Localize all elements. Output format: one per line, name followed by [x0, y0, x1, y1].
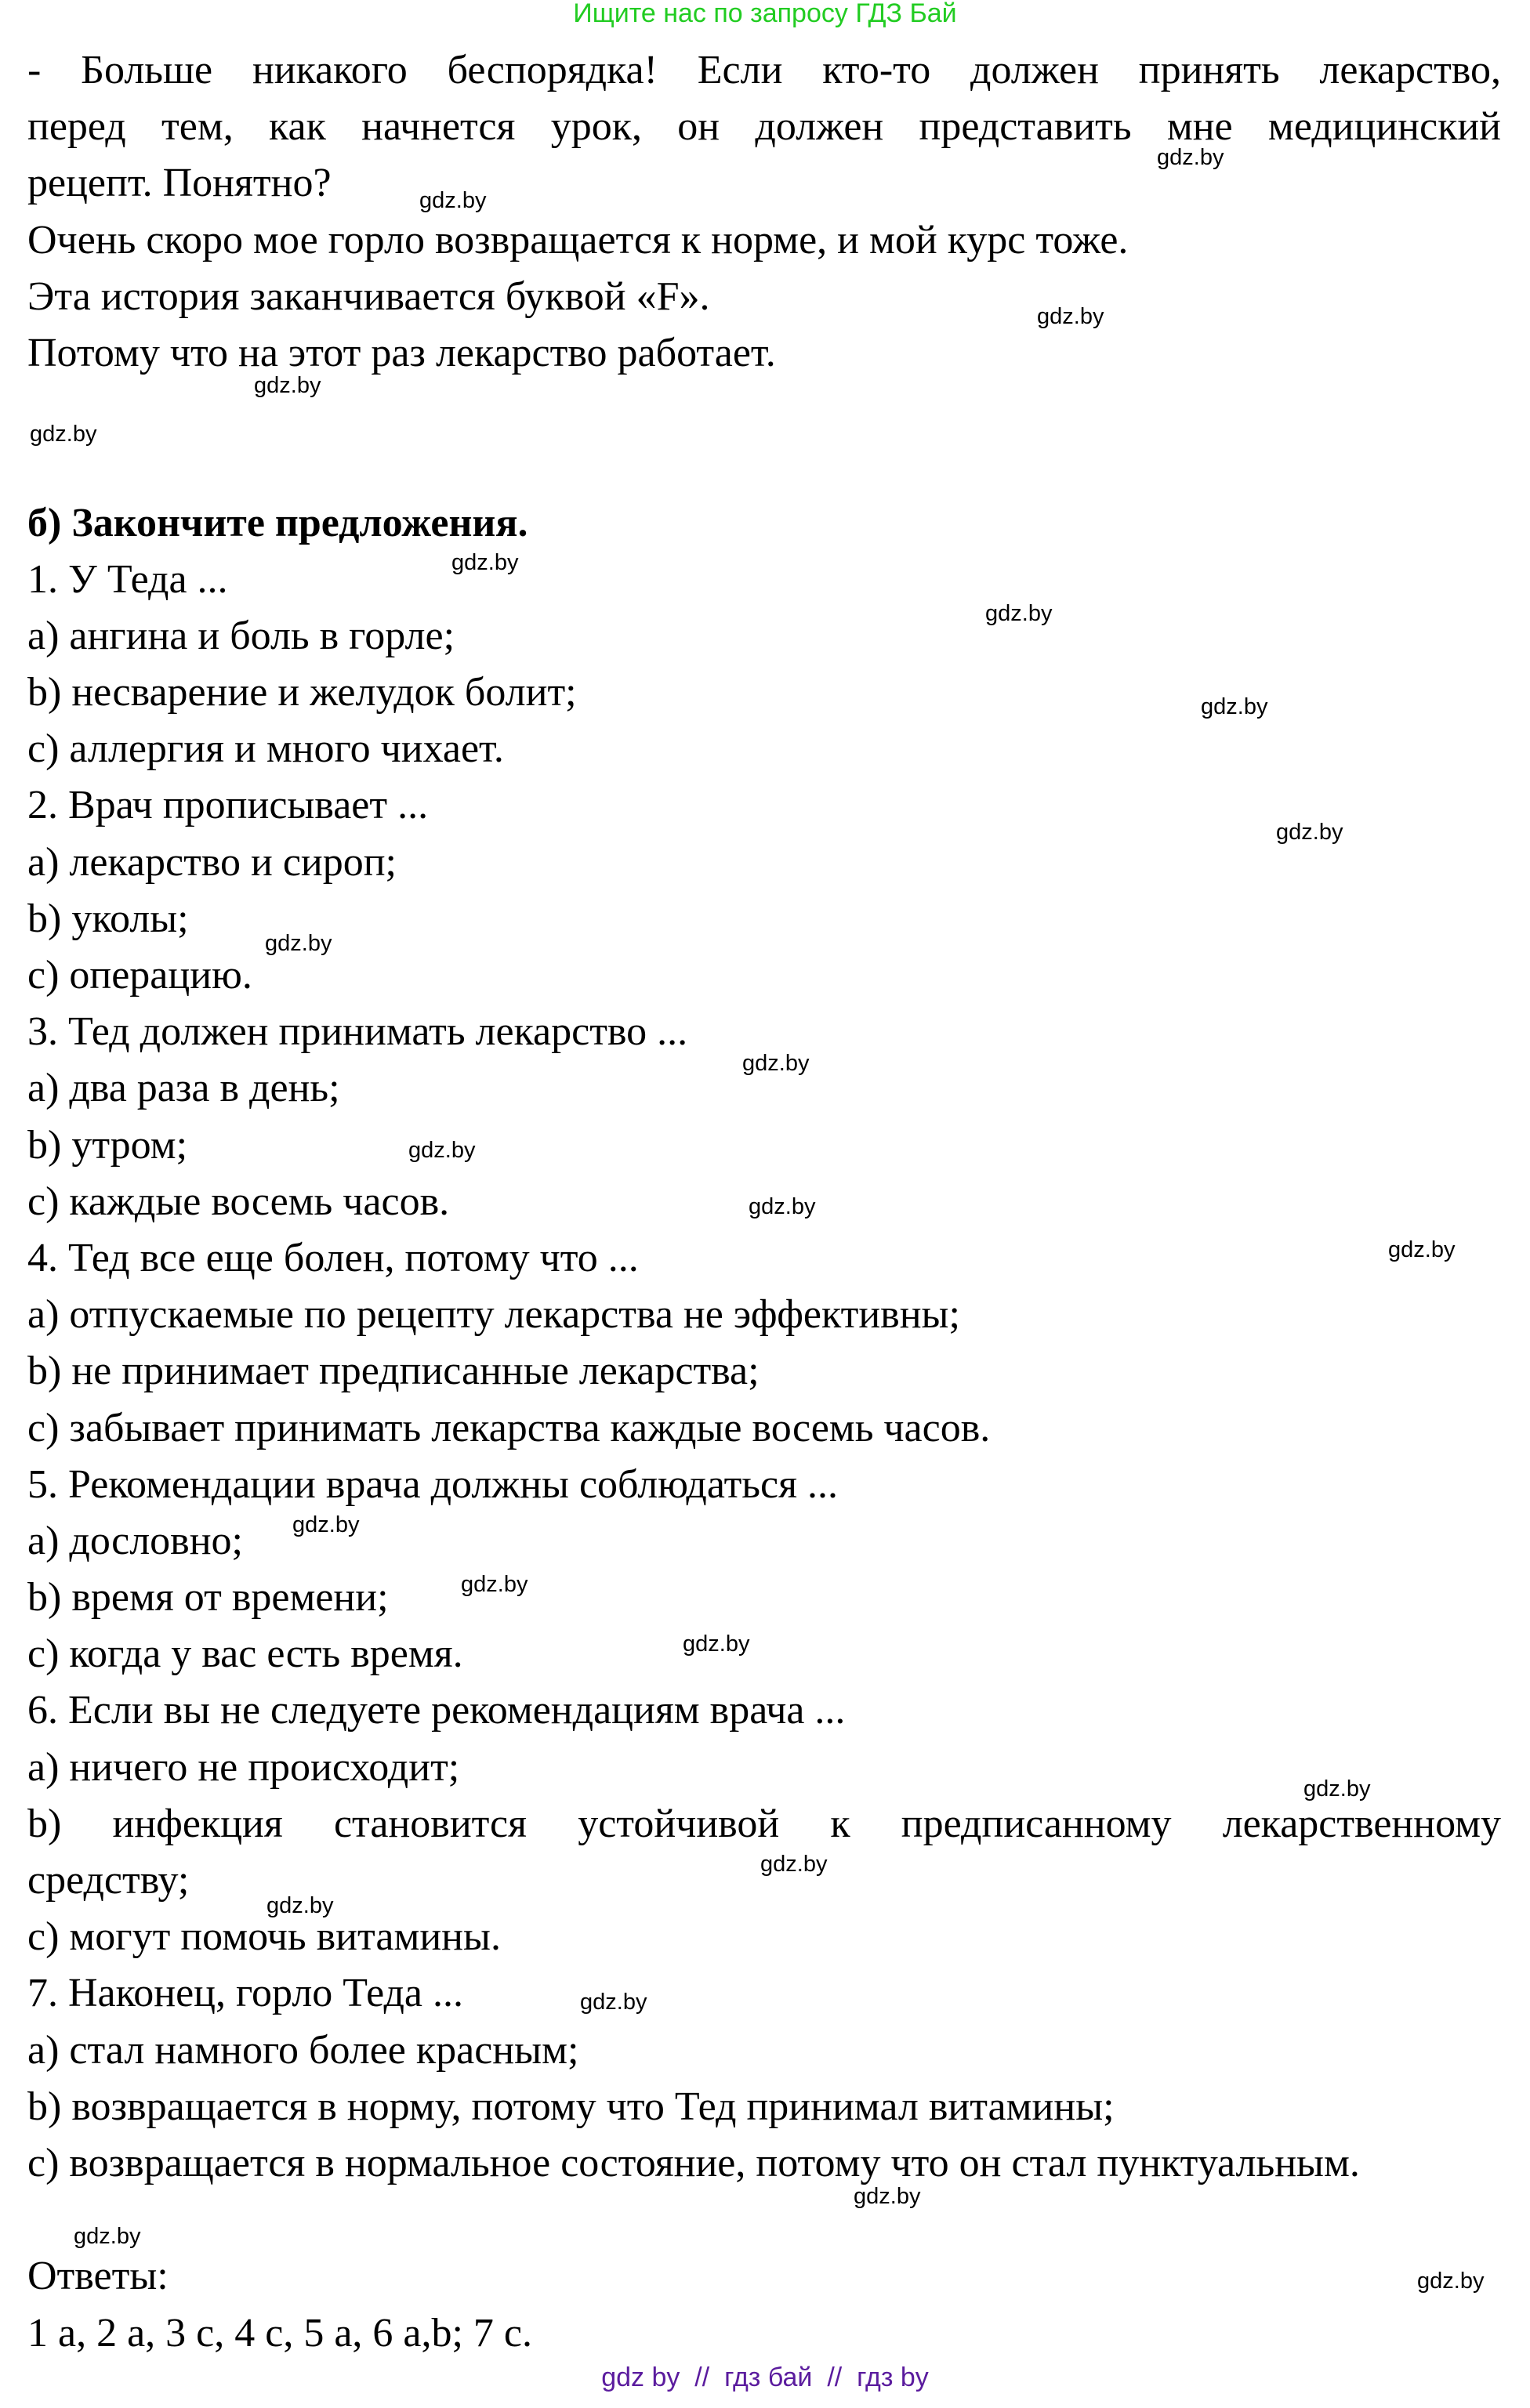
watermark: gdz.by — [854, 2184, 921, 2209]
question: 7. Наконец, горло Теда ... — [27, 1971, 464, 2016]
story-line: перед тем, как начнется урок, он должен представить мне медицинский — [27, 104, 1501, 150]
option-continuation: средству; — [27, 1858, 190, 1903]
story-line: - Больше никакого беспорядка! Если кто-то должен принять лекарство, — [27, 48, 1501, 92]
option: b) несварение и желудок болит; — [27, 670, 577, 715]
option: c) когда у вас есть время. — [27, 1631, 463, 1677]
option: b) не принимает предписанные лекарства; — [27, 1349, 760, 1394]
question: 4. Тед все еще болен, потому что ... — [27, 1235, 639, 1280]
watermark: gdz.by — [1276, 820, 1343, 845]
watermark: gdz.by — [419, 188, 487, 213]
watermark: gdz.by — [74, 2224, 141, 2249]
question: 6. Если вы не следуете рекомендациям врача ... — [27, 1688, 846, 1733]
option: c) каждые восемь часов. — [27, 1179, 450, 1224]
watermark: gdz.by — [1201, 694, 1268, 719]
search-banner: Ищите нас по запросу ГДЗ Бай — [573, 0, 957, 28]
watermark: gdz.by — [265, 931, 332, 956]
watermark: gdz.by — [580, 1990, 647, 2015]
option: c) операцию. — [27, 953, 252, 998]
watermark: gdz.by — [1037, 304, 1104, 329]
watermark: gdz.by — [30, 422, 97, 447]
option: a) два раза в день; — [27, 1066, 340, 1111]
watermark: gdz.by — [985, 601, 1053, 626]
watermark: gdz.by — [266, 1893, 334, 1918]
option: b) утром; — [27, 1122, 188, 1168]
option: a) ангина и боль в горле; — [27, 613, 455, 658]
option: b) инфекция становится устойчивой к предписанному лекарственному — [27, 1801, 1501, 1846]
option: a) отпускаемые по рецепту лекарства не эффективны; — [27, 1292, 960, 1338]
watermark: gdz.by — [408, 1138, 476, 1163]
watermark: gdz.by — [461, 1572, 528, 1597]
story-line: Очень скоро мое горло возвращается к норме, и мой курс тоже. — [27, 217, 1129, 263]
watermark: gdz.by — [1157, 145, 1224, 170]
answers: 1 a, 2 a, 3 c, 4 c, 5 a, 6 a,b; 7 c. — [27, 2310, 533, 2355]
watermark: gdz.by — [254, 373, 321, 398]
story-line: Потому что на этот раз лекарство работает. — [27, 330, 776, 375]
watermark: gdz.by — [760, 1852, 828, 1877]
option: b) возвращается в норму, потому что Тед принимал витамины; — [27, 2084, 1115, 2129]
option: b) время от времени; — [27, 1575, 389, 1620]
watermark: gdz.by — [1417, 2269, 1485, 2294]
watermark: gdz.by — [451, 550, 519, 575]
watermark: gdz.by — [683, 1631, 750, 1657]
option: c) аллергия и много чихает. — [27, 726, 504, 772]
watermark: gdz.by — [1388, 1237, 1456, 1262]
option: b) уколы; — [27, 896, 189, 941]
option: c) забывает принимать лекарства каждые восемь часов. — [27, 1405, 991, 1450]
watermark: gdz.by — [749, 1194, 816, 1219]
watermark: gdz.by — [742, 1051, 810, 1076]
story-line: Эта история заканчивается буквой «F». — [27, 273, 710, 319]
question: 1. У Теда ... — [27, 556, 228, 602]
question: 5. Рекомендации врача должны соблюдаться ... — [27, 1461, 839, 1507]
watermark: gdz.by — [292, 1512, 360, 1537]
option: c) могут помочь витамины. — [27, 1914, 501, 1960]
answers-label: Ответы: — [27, 2254, 169, 2299]
question: 2. Врач прописывает ... — [27, 783, 429, 828]
watermark: gdz.by — [1303, 1776, 1371, 1801]
option: a) лекарство и сироп; — [27, 839, 397, 885]
footer-banner: gdz by // гдз бай // гдз by — [601, 2363, 929, 2392]
option: a) дословно; — [27, 1518, 244, 1563]
option: c) возвращается в нормальное состояние, потому что он стал пунктуальным. — [27, 2140, 1360, 2185]
option: a) стал намного более красным; — [27, 2027, 579, 2073]
story-line: рецепт. Понятно? — [27, 161, 332, 206]
option: a) ничего не происходит; — [27, 1744, 460, 1790]
task-title: б) Закончите предложения. — [27, 500, 528, 545]
question: 3. Тед должен принимать лекарство ... — [27, 1009, 688, 1055]
